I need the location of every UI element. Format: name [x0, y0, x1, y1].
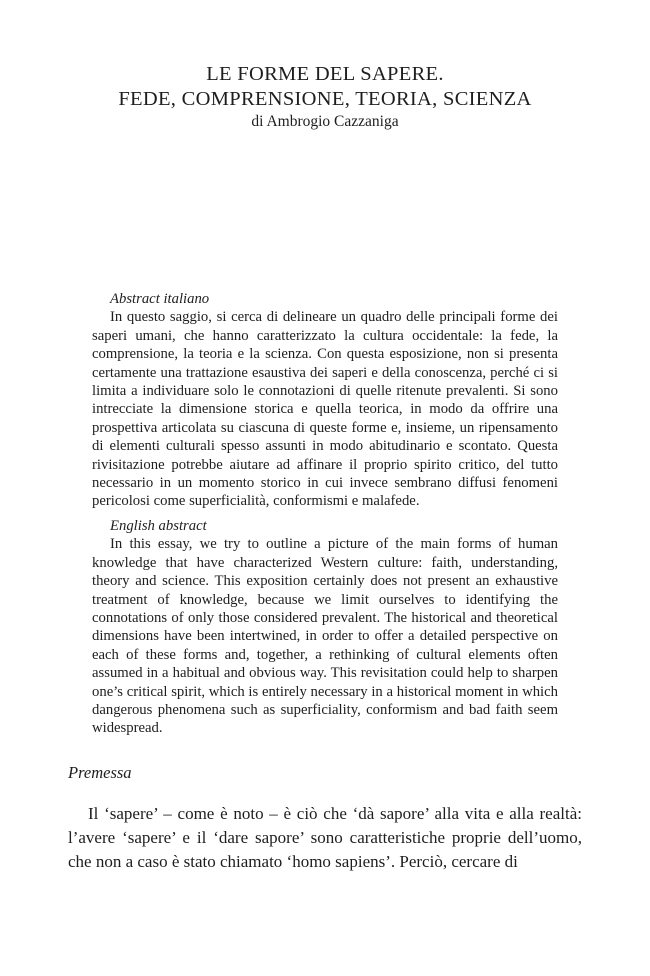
english-abstract	[92, 517, 558, 738]
italian-abstract-heading: Abstract italiano	[110, 291, 210, 307]
article-title-line-1: LE FORME DEL SAPERE.	[206, 63, 444, 85]
premessa-paragraph: Il ‘sapere’ – come è noto – è ciò che ‘dà sapore’ alla vita e alla realtà: l’avere ‘sapere’ e il ‘dare sapore’ sono caratteristiche proprie dell’uomo, che non a caso è stato chiamato ‘homo sapiens’. Perciò, cercare di	[68, 804, 582, 871]
english-abstract-text: In this essay, we try to outline a picture of the main forms of human knowledge that have characterized Western culture: faith, understanding, theory and science. This exposition certainly does not present an exhaustive treatment of knowledge, because we limit ourselves to identifying the connotations of only those considered prevalent. The historical and theoretical dimensions have been intertwined, in order to offer a detailed perspective on each of these forms and, together, a rethinking of cultural elements often assumed in a habitual and obvious way. This revisitation could help to sharpen one’s critical spirit, which is entirely necessary in a historical moment in which dangerous phenomena such as superficiality, conformism and bad faith seem widespread.	[92, 536, 558, 737]
article-author: di Ambrogio Cazzaniga	[251, 113, 399, 130]
italian-abstract	[92, 290, 558, 511]
article-title-line-2: FEDE, COMPRENSIONE, TEORIA, SCIENZA	[118, 88, 532, 110]
article-header	[0, 62, 650, 131]
section-heading-premessa: Premessa	[68, 763, 132, 782]
italian-abstract-text: In questo saggio, si cerca di delineare un quadro delle principali forme dei saperi umani, che hanno caratterizzato la cultura occidentale: la fede, la comprensione, la teoria e la scienza. Con questa esposizione, non si presenta certamente una trattazione esaustiva dei saperi e della conoscenza, perché ci si limita a individuare solo le connotazioni di quelle ritenute prevalenti. Si sono intrecciate la dimensione storica e quella teorica, in modo da offrire una prospettiva articolata su ciascuna di queste forme e, insieme, un ripensamento di elementi culturali spesso assunti in modo abitudinario e scontato. Questa rivisitazione potrebbe aiutare ad affinare il proprio spirito critico, del tutto necessario in un momento storico in cui invece sembrano diffusi fenomeni pericolosi come superficialità, conformismi e malafede.	[92, 309, 558, 510]
english-abstract-heading: English abstract	[110, 518, 207, 534]
